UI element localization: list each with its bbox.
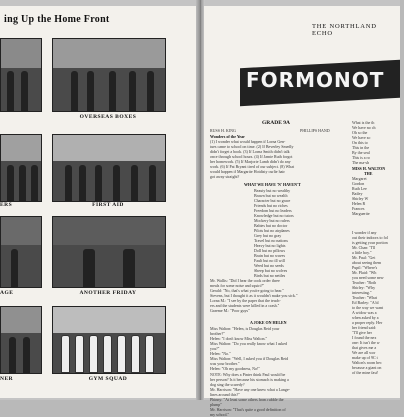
- note-text: NOTE: Why does a Pinter think Paul would be her person? Is it because his stomach is making a dog sing the scaredy? Mr. Harrison: "Have any one knew what a Lange- lines around this?" Phinny: "At least some others from rubble the plump" Mr. Harrison: "That's quite a good definition of my school.": [210, 372, 290, 417]
- photo-gym-squad: [52, 306, 166, 374]
- grade-label: GRADE 9A: [262, 120, 290, 126]
- photo-soldiers: [0, 134, 42, 202]
- wonders-text: (1) I wonder what would happen if Lorna Gen- tues came to school on time. (2) If Beverley Smedly didn't forget a book. (3) If Lorna Smith didn't talk once through school hours. (4) If Jamie Ruth forgot her homework. (5) If Marjorie Lamb didn't do any work. (6) If Pat Bryant tired of our subject. (8) What would happen if Margarite Hotdisty curlie hair got away straight?: [210, 139, 295, 179]
- form-notes-banner: [240, 56, 404, 112]
- wonders-title: Wonders of the Year: [210, 134, 245, 139]
- joke-title: A JOKE ON HELEN: [250, 320, 287, 325]
- dialog-text: Mr. Wallis: "Did I hear the cook order three meals for some noise and squirt?" Gerald: "No, that's what you're going to hear." Stevens, but I thought it as it wouldn't make you sick." Lorna M.: "I see by the paper that the teach- ers and the students were killed in a crash." Graeme M.: "Poor guys": [210, 278, 298, 313]
- what-title: WHAT WE HAVE 'N' HAVEN'T: [244, 182, 301, 187]
- right-page: [204, 6, 400, 417]
- anecdotes-text: I wonder if any out their indoors to fol is getting your portion Mr. Chan: "I'll a little boy." Mr. Paul: "Get about seeing them Pupil: "Where's Mr. Plaid: "Wh you need some new Teacher: "Both Shirley: "Why interesting." Teacher: "What Ed Barley: "A bl to the way we want A widow was a when asked by a a proper reply. Her her friend said: "I'll give her I found the nex one: It isn't the w that gives me a We are all wor make up of 9C t Walton's room bec because a giant on of the mine fast!: [352, 230, 388, 375]
- caption-gym-squad: GYM SQUAD: [88, 376, 128, 382]
- left-page-heading: ing Up the Home Front: [4, 14, 110, 25]
- banner-title: FORMONOT: [246, 68, 385, 92]
- caption-another-friday: ANOTHER FRIDAY: [79, 290, 137, 296]
- running-head: THE NORTHLAND ECHO: [312, 23, 377, 37]
- photo-first-aid: [52, 134, 166, 202]
- what-list: Beauty but no wealthy Brawn but no wealth Character but no grace Friends but no riches Freedom but no leaders Knowledge but no tutors Mockery but no rulers Babies but no doctor Pilots but no airplanes Grey but no gray Travel but no nations Heavy but no lights Doll but no pillows Brain but no waves Fault but no ill will Weed but no seeds Sheep but no wolves Birds but no nettles: [254, 188, 294, 278]
- photo-another-friday: [52, 216, 166, 288]
- photo-gym: [0, 306, 42, 374]
- caption-edge-2: AGE: [0, 290, 14, 296]
- joke-text: Miss Walton: "Helen, is Douglas Reid your brother?" Helen: "I don't know Miss Walton." Miss Walton: "Do you really know what I asked you?" Helen: "No." Miss Walton: "Well, I asked you if Douglas Reid was your brother." Helen: "Oh my goodness, No!": [210, 326, 289, 371]
- class-list: MISS H. WALTON THE Margaret Gordon Ruth Lee Bailey Shirley W Helen R Frances Marguerite: [352, 166, 386, 216]
- photo-office-workers: [0, 38, 42, 112]
- photo-workshop: [0, 216, 42, 288]
- poem-text: What is the th We have no ch Oh so the We have so On this to This in the By the seal This is a ro The ma-sh: [352, 120, 376, 165]
- editor-right: PHILLIPS HAND: [300, 128, 330, 133]
- caption-overseas-boxes: OVERSEAS BOXES: [79, 114, 137, 120]
- caption-edge-1: ERS: [0, 202, 13, 208]
- photo-overseas-boxes: [52, 38, 166, 112]
- editor-left: RUSS H. KING: [210, 128, 236, 133]
- caption-first-aid: FIRST AID: [92, 202, 124, 208]
- left-page: [0, 6, 197, 398]
- caption-edge-3: NER: [0, 376, 14, 382]
